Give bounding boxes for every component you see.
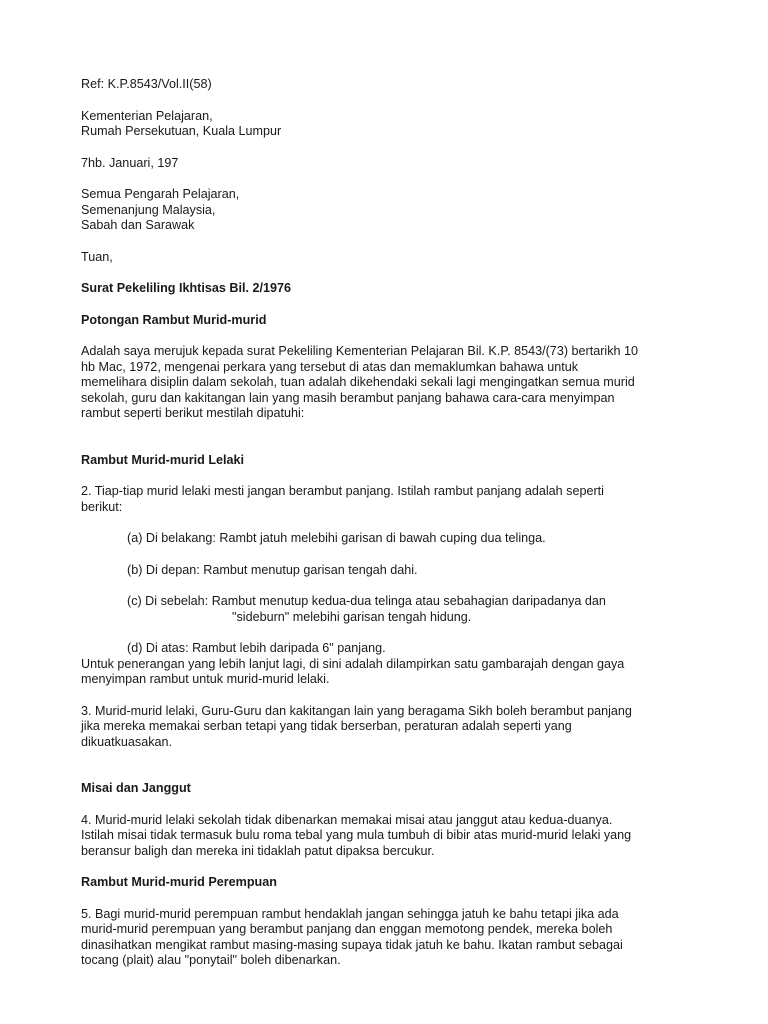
intro-paragraph (81, 344, 701, 422)
para3-line: dikuatkuasakan. (81, 734, 173, 749)
sender-line-2: Rumah Persekutuan, Kuala Lumpur (81, 124, 282, 138)
para3-line: jika mereka memakai serban tetapi yang tidak berserban, peraturan adalah seperti yang (81, 719, 572, 733)
intro-line: sekolah, guru dan kakitangan lain yang masih berambut panjang bahawa cara-cara menyimpan (81, 390, 615, 405)
para3-line: 3. Murid-murid lelaki, Guru-Guru dan kakitangan lain yang beragama Sikh boleh berambut panjang (81, 703, 632, 718)
letter-page (81, 77, 701, 969)
item-a-back: (a) Di belakang: Rambt jatuh melebihi garisan di bawah cuping dua telinga. (127, 531, 546, 545)
recipient-line-2: Semenanjung Malaysia, (81, 202, 216, 217)
moustache-heading: Misai dan Janggut (81, 781, 191, 795)
recipient-line-3: Sabah dan Sarawak (81, 218, 195, 232)
para4-line: beransur baligh dan mereka ini tidaklah patut dipaksa bercukur. (81, 843, 435, 858)
paragraph-4 (81, 813, 701, 860)
para5-line: tocang (plait) alau "ponytail" boleh dibenarkan. (81, 953, 341, 967)
intro-line: memelihara disiplin dalam sekolah, tuan adalah dikehendaki sekali lagi mengingatkan semua murid (81, 375, 635, 389)
intro-line: hb Mac, 1972, mengenai perkara yang tersebut di atas dan memaklumkan bahawa untuk (81, 359, 579, 374)
paragraph-2 (81, 484, 701, 515)
para5-line: murid-murid perempuan yang berambut panjang dan enggan memotong pendek, mereka boleh (81, 922, 613, 936)
item-c-line-1: (c) Di sebelah: Rambut menutup kedua-dua telinga atau sebahagian daripadanya dan (127, 594, 606, 608)
circular-title: Surat Pekeliling Ikhtisas Bil. 2/1976 (81, 281, 291, 295)
intro-line: Adalah saya merujuk kepada surat Pekeliling Kementerian Pelajaran Bil. K.P. 8543/(73) bertarikh 10 (81, 344, 639, 358)
diagram-note (81, 657, 701, 688)
para5-line: dinasihatkan mengikat rambut masing-masing supaya tidak jatuh ke bahu. Ikatan rambut sebagai (81, 937, 623, 952)
salutation: Tuan, (81, 249, 113, 264)
note-line: menyimpan rambut untuk murid-murid lelaki. (81, 672, 330, 686)
item-c-line-2: "sideburn" melebihi garisan tengah hidung. (232, 609, 472, 624)
paragraph-5 (81, 907, 701, 969)
para2-line: 2. Tiap-tiap murid lelaki mesti jangan berambut panjang. Istilah rambut panjang adalah seperti (81, 484, 604, 498)
recipient-line-1: Semua Pengarah Pelajaran, (81, 187, 240, 201)
reference-number: Ref: K.P.8543/Vol.II(58) (81, 77, 212, 91)
sender-address (81, 109, 701, 140)
item-c-side (81, 594, 701, 625)
recipient-address (81, 187, 701, 234)
paragraph-3 (81, 704, 701, 751)
intro-line: rambut seperti berikut mestilah dipatuhi: (81, 406, 305, 420)
letter-date: 7hb. Januari, 197 (81, 155, 179, 170)
note-line: Untuk penerangan yang lebih lanjut lagi, di sini adalah dilampirkan satu gambarajah dengan gaya (81, 656, 625, 671)
sender-line-1: Kementerian Pelajaran, (81, 108, 213, 123)
girls-hair-heading: Rambut Murid-murid Perempuan (81, 875, 277, 889)
boys-hair-heading: Rambut Murid-murid Lelaki (81, 452, 245, 467)
para4-line: Istilah misai tidak termasuk bulu roma tebal yang mula tumbuh di bibir atas murid-murid lelaki yang (81, 828, 632, 842)
para4-line: 4. Murid-murid lelaki sekolah tidak dibenarkan memakai misai atau janggut atau kedua-duanya. (81, 812, 613, 827)
para5-line: 5. Bagi murid-murid perempuan rambut hendaklah jangan sehingga jatuh ke bahu tetapi jika ada (81, 906, 619, 921)
para2-line: berikut: (81, 499, 123, 514)
item-d-top: (d) Di atas: Rambut lebih daripada 6" panjang. (127, 641, 386, 655)
subject-heading: Potongan Rambut Murid-murid (81, 312, 267, 327)
item-b-front: (b) Di depan: Rambut menutup garisan tengah dahi. (127, 562, 418, 577)
